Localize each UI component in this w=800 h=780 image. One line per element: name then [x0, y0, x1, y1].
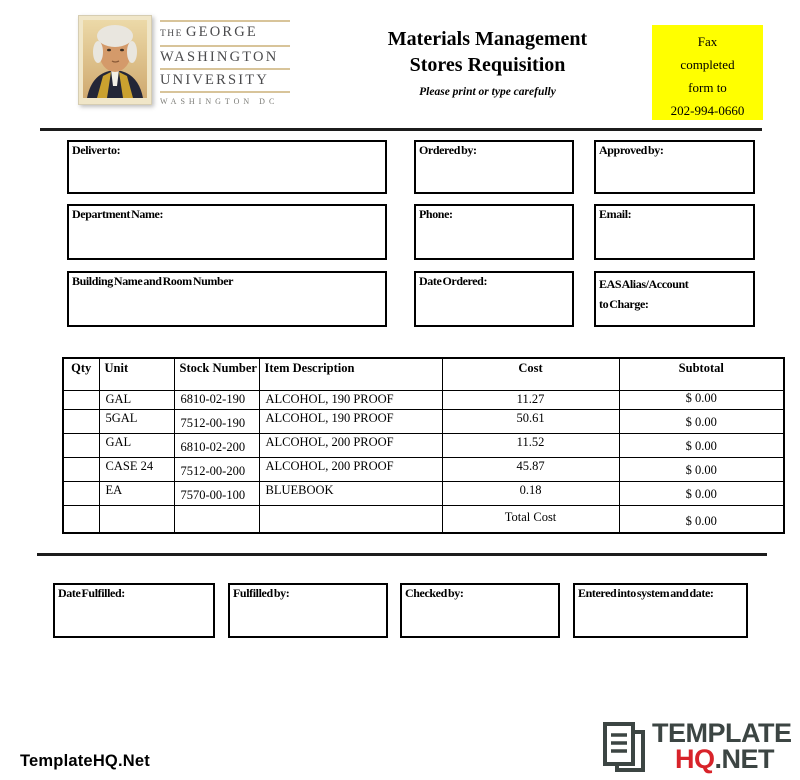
table-row: [63, 391, 784, 410]
empty-cell: [259, 506, 442, 533]
stock-number-cell: 7512-00-190: [174, 410, 259, 434]
form-title-line-1: Materials Management: [387, 28, 588, 50]
qty-input-cell[interactable]: [63, 410, 99, 434]
empty-cell: [174, 506, 259, 533]
building-room-label: Building Name and Room Number: [72, 274, 234, 288]
item-description-cell: ALCOHOL, 190 PROOF: [259, 410, 442, 434]
qty-input-cell[interactable]: [63, 391, 99, 410]
bottom-divider-rule: [37, 553, 767, 556]
wordmark-line-3: UNIVERSITY: [160, 72, 269, 88]
eas-alias-label: [596, 273, 753, 315]
subtotal-cell: $ 0.00: [619, 458, 784, 482]
document-pages-icon: [601, 720, 647, 776]
wordmark-rule: [160, 45, 290, 47]
form-title-line-2: Stores Requisition: [409, 54, 566, 76]
approved-by-label: Approved by:: [599, 143, 664, 157]
stock-number-cell: 6810-02-190: [174, 391, 259, 410]
wordmark-tagline: WASHINGTON DC: [160, 97, 279, 106]
wordmark-george: GEORGE: [185, 24, 258, 40]
wordmark-the: THE: [160, 29, 183, 39]
table-row: [63, 458, 784, 482]
wordmark-rule: [160, 20, 290, 22]
total-cost-label: Total Cost: [442, 506, 619, 533]
item-description-cell: ALCOHOL, 200 PROOF: [259, 434, 442, 458]
eas-alias-label-line-1: EAS Alias/Account: [599, 277, 689, 291]
wordmark-line-2: WASHINGTON: [160, 49, 279, 65]
total-row: [63, 506, 784, 533]
templatehq-watermark: TemplateHQ.Net: [20, 752, 150, 770]
logo-hqnet-word: [675, 746, 792, 772]
table-row: [63, 482, 784, 506]
email-label: Email:: [599, 207, 632, 221]
fax-notice-line: form to: [688, 80, 727, 95]
top-divider-rule: [40, 128, 762, 131]
templatehq-logo-text: [652, 720, 792, 772]
stock-number-cell: 7570-00-100: [174, 482, 259, 506]
fulfilled-by-field[interactable]: [228, 583, 388, 638]
cost-cell: 11.52: [442, 434, 619, 458]
fax-phone-number: 202-994-0660: [670, 103, 745, 118]
qty-input-cell[interactable]: [63, 482, 99, 506]
eas-alias-field[interactable]: [594, 271, 755, 327]
qty-input-cell[interactable]: [63, 458, 99, 482]
university-wordmark: [160, 15, 290, 108]
form-instruction: Please print or type carefully: [419, 86, 556, 98]
total-subtotal-cell: $ 0.00: [619, 506, 784, 533]
items-table: [62, 357, 785, 534]
logo-template-word: TEMPLATE: [652, 718, 792, 748]
empty-cell: [63, 506, 99, 533]
ordered-by-label: Ordered by:: [419, 143, 477, 157]
date-fulfilled-field[interactable]: [53, 583, 215, 638]
unit-cell: CASE 24: [99, 458, 174, 482]
stock-number-cell: 6810-02-200: [174, 434, 259, 458]
table-row: [63, 434, 784, 458]
subtotal-cell: $ 0.00: [619, 410, 784, 434]
date-ordered-label: Date Ordered:: [419, 274, 488, 288]
subtotal-cell: $ 0.00: [619, 482, 784, 506]
unit-column-header: Unit: [99, 358, 174, 391]
subtotal-column-header: Subtotal: [619, 358, 784, 391]
checked-by-label: Checked by:: [405, 586, 464, 600]
unit-cell: GAL: [99, 391, 174, 410]
unit-cell: EA: [99, 482, 174, 506]
stock-number-column-header: Stock Number: [174, 358, 259, 391]
date-ordered-field[interactable]: [414, 271, 574, 327]
email-field[interactable]: [594, 204, 755, 260]
cost-cell: 45.87: [442, 458, 619, 482]
approved-by-field[interactable]: [594, 140, 755, 194]
item-description-cell: BLUEBOOK: [259, 482, 442, 506]
wordmark-line-1: [160, 24, 290, 43]
phone-label: Phone:: [419, 207, 453, 221]
cost-cell: 50.61: [442, 410, 619, 434]
deliver-to-label: Deliver to:: [72, 143, 121, 157]
qty-input-cell[interactable]: [63, 434, 99, 458]
checked-by-field[interactable]: [400, 583, 560, 638]
subtotal-cell: $ 0.00: [619, 391, 784, 410]
building-room-field[interactable]: [67, 271, 387, 327]
george-washington-portrait-image: [78, 15, 152, 105]
empty-cell: [99, 506, 174, 533]
unit-cell: GAL: [99, 434, 174, 458]
deliver-to-field[interactable]: [67, 140, 387, 194]
entered-into-system-label: Entered into system and date:: [578, 586, 714, 600]
subtotal-cell: $ 0.00: [619, 434, 784, 458]
item-description-column-header: Item Description: [259, 358, 442, 391]
item-description-cell: ALCOHOL, 200 PROOF: [259, 458, 442, 482]
department-name-field[interactable]: [67, 204, 387, 260]
item-description-cell: ALCOHOL, 190 PROOF: [259, 391, 442, 410]
qty-column-header: Qty: [63, 358, 99, 391]
cost-cell: 0.18: [442, 482, 619, 506]
logo-hq-red: HQ: [675, 744, 715, 774]
eas-alias-label-line-2: to Charge:: [599, 297, 649, 311]
unit-cell: 5GAL: [99, 410, 174, 434]
department-name-label: Department Name:: [72, 207, 164, 221]
ordered-by-field[interactable]: [414, 140, 574, 194]
date-fulfilled-label: Date Fulfilled:: [58, 586, 125, 600]
university-logo: [78, 15, 290, 108]
wordmark-rule: [160, 91, 290, 93]
fax-notice-line: completed: [680, 57, 735, 72]
table-row: [63, 410, 784, 434]
cost-column-header: Cost: [442, 358, 619, 391]
templatehq-logo: [601, 720, 792, 776]
entered-into-system-field[interactable]: [573, 583, 748, 638]
fax-notice-line: Fax: [697, 34, 718, 49]
fax-notice-box: [652, 25, 763, 120]
phone-field[interactable]: [414, 204, 574, 260]
stock-number-cell: 7512-00-200: [174, 458, 259, 482]
wordmark-rule: [160, 68, 290, 70]
items-table-header-row: [63, 358, 784, 391]
fulfilled-by-label: Fulfilled by:: [233, 586, 290, 600]
logo-net-dark: .NET: [714, 744, 775, 774]
form-title-block: [355, 26, 620, 98]
cost-cell: 11.27: [442, 391, 619, 410]
